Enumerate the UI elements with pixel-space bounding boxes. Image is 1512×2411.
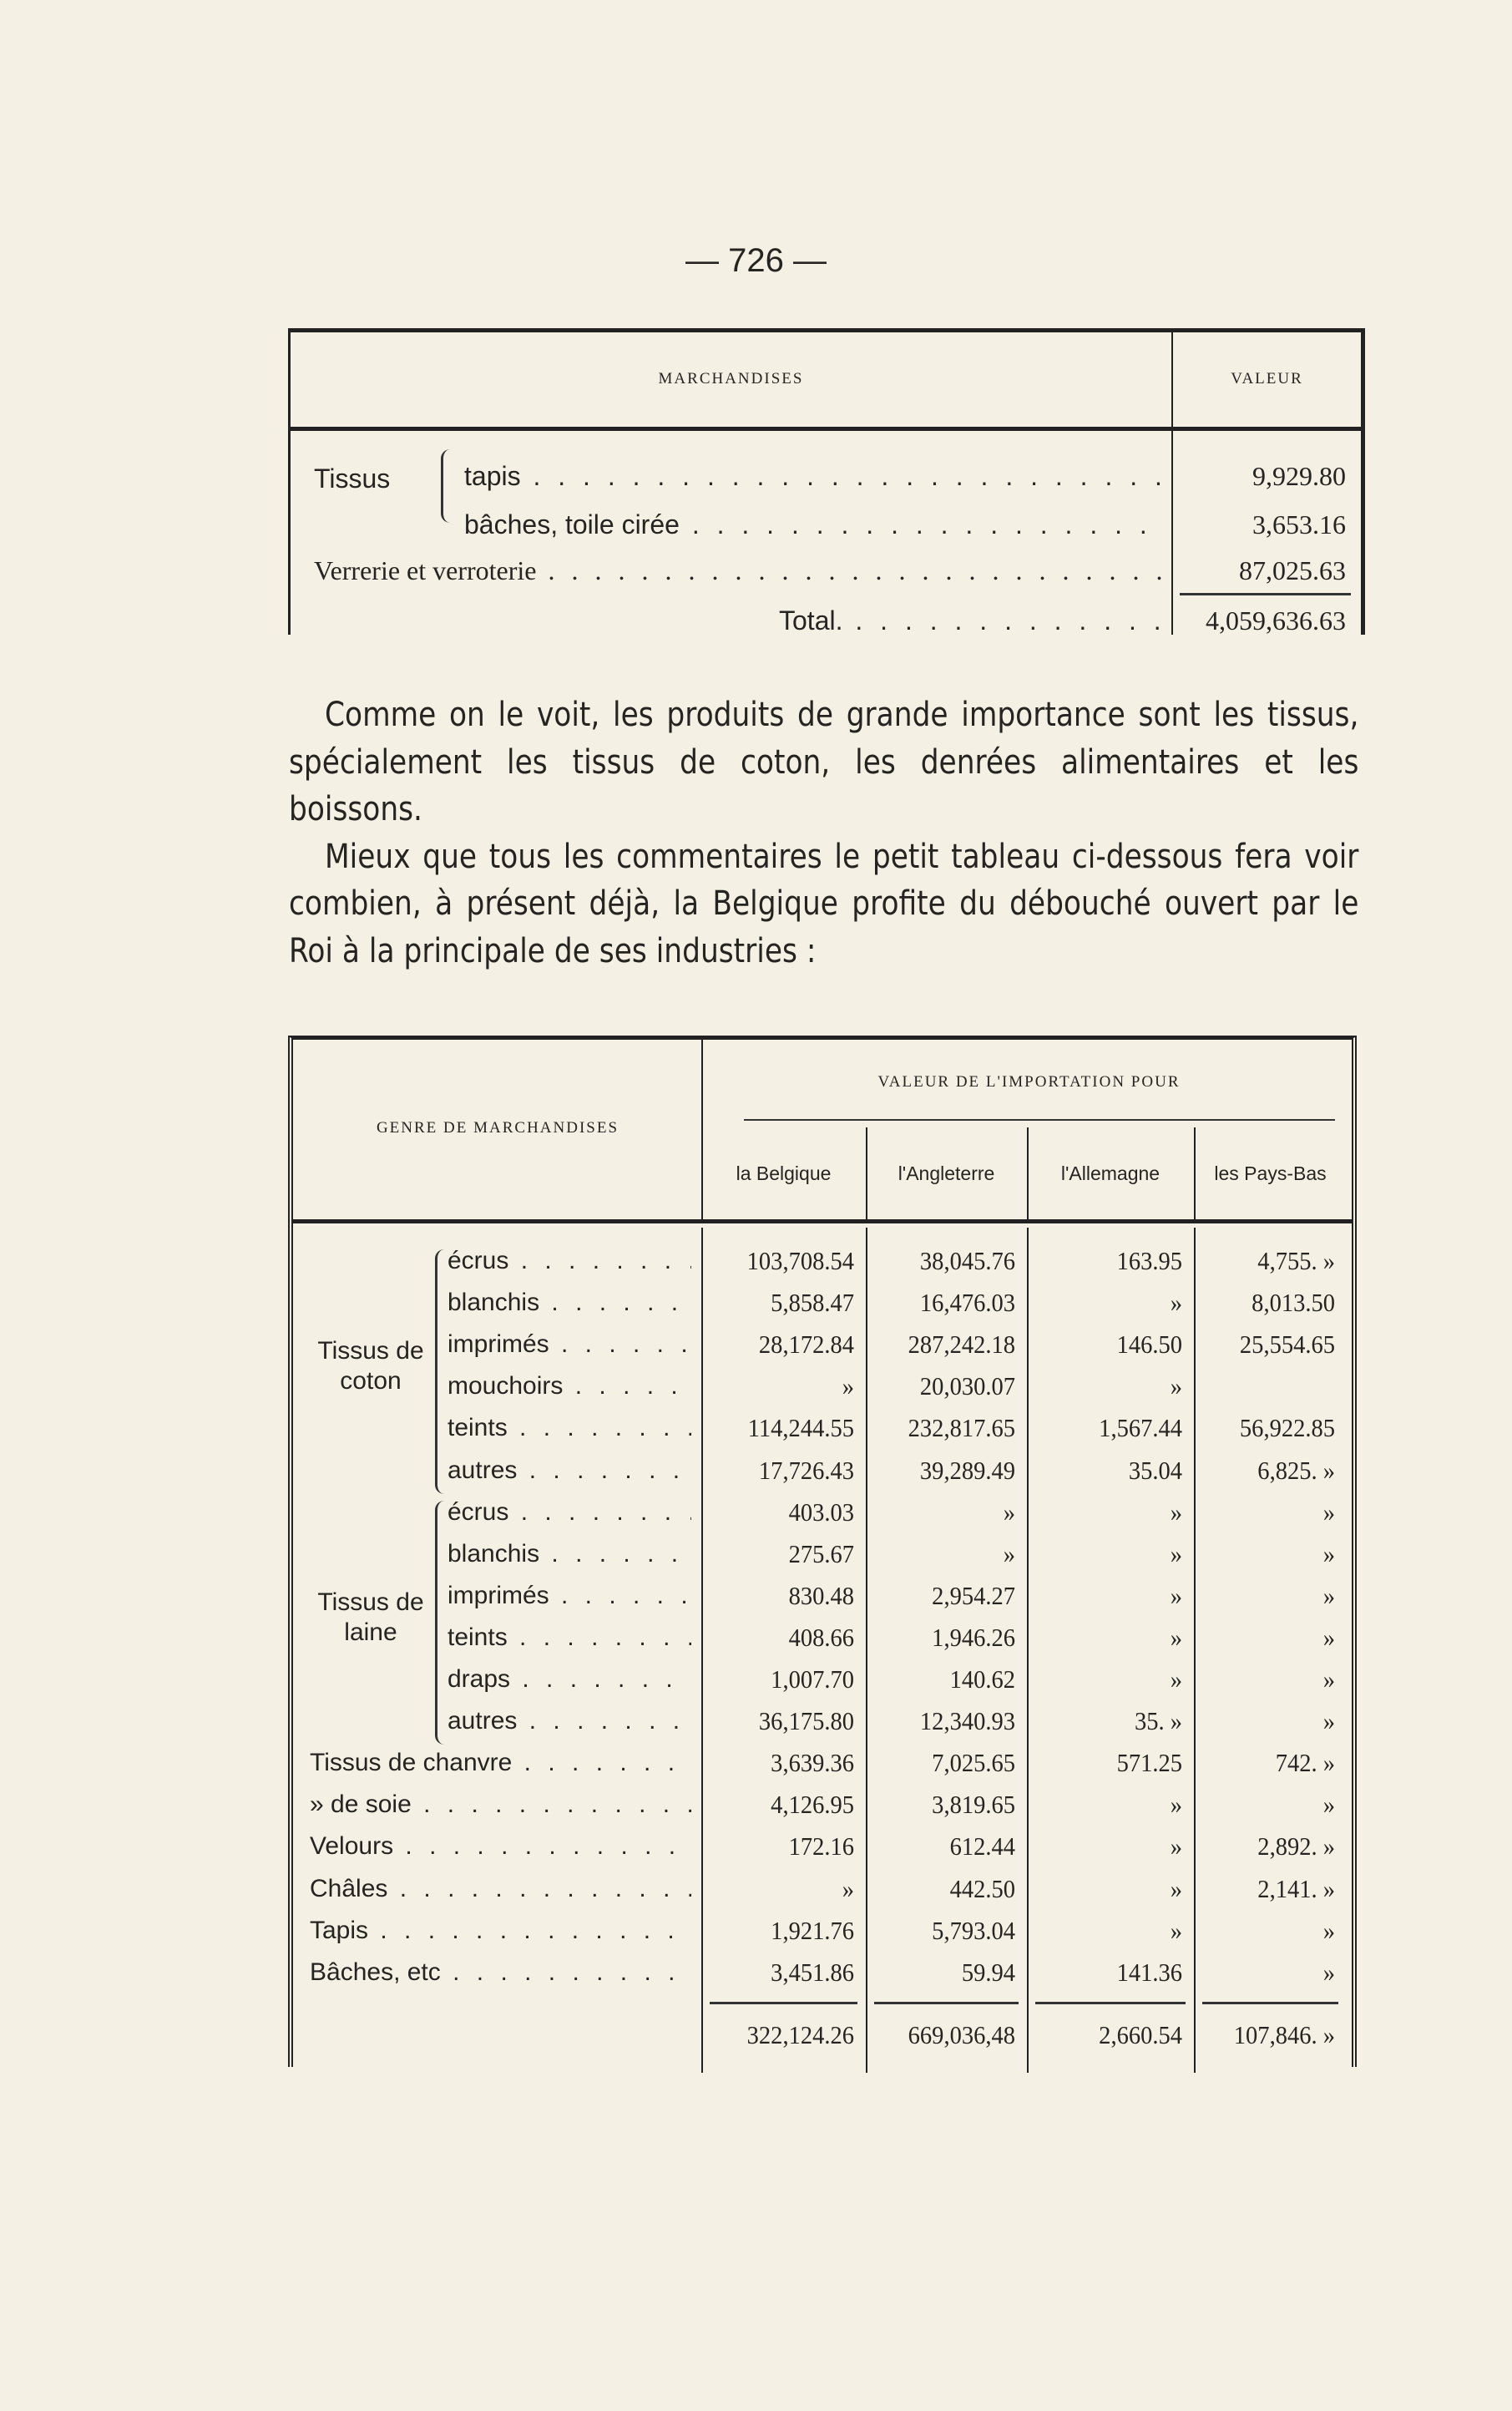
value-cell: 5,858.47 [771,1288,854,1318]
value-cell: 2,892. » [1257,1831,1335,1861]
value-cell: 1,921.76 [771,1915,854,1945]
value-cell: » [1170,1790,1182,1820]
column-separator [1027,1228,1029,2073]
row-label-text: teints [448,1623,508,1651]
row-label [310,1872,691,1906]
row-label-text: écrus [448,1497,509,1526]
value-cell: 3,639.36 [771,1748,854,1778]
value-cell: » [1170,1538,1182,1568]
value-cell: » [1322,1915,1335,1945]
value-cell: 114,244.55 [747,1413,854,1443]
value-cell: 287,242.18 [908,1330,1015,1360]
value-cell: 59.94 [961,1957,1015,1987]
value-cell: » [1170,1288,1182,1318]
value-cell: 7,025.65 [932,1748,1015,1778]
paragraph: Mieux que tous les commentaires le petit tableau ci-dessous fera voir combien, à présent déjà, la Belgique profite du débouché ouvert par le Roi à la principale de ses industries : [289,837,1359,970]
value-cell: » [1322,1538,1335,1568]
value-cell: 36,175.80 [758,1706,854,1736]
row-label: tapis . . . [464,459,1166,493]
value-cell: » [1170,1915,1182,1945]
column-separator [1194,1228,1196,2073]
value-cell: 742. » [1275,1748,1335,1778]
value-cell: 16,476.03 [919,1288,1015,1318]
value-cell: 39,289.49 [919,1455,1015,1485]
row-label-text: blanchis [448,1539,540,1568]
header-divider [291,427,1361,431]
row-label-text: mouchoirs [448,1372,564,1401]
import-value-table [288,1036,1357,2067]
row-value: 3,653.16 [1252,509,1346,539]
column-header: les Pays-Bas [1214,1162,1327,1184]
row-label [448,1537,691,1571]
row-label-text: Tissus de chanvre [310,1749,513,1777]
value-cell: » [1170,1580,1182,1610]
value-cell: » [1003,1497,1015,1527]
row-label [448,1496,691,1529]
sum-line [1035,2002,1186,2004]
value-cell: 25,554.65 [1239,1330,1335,1360]
value-cell: » [1322,1664,1335,1694]
value-cell: 5,793.04 [932,1915,1015,1945]
row-label [448,1244,691,1278]
row-label-text: écrus [448,1247,509,1274]
value-cell: 38,045.76 [919,1246,1015,1275]
value-cell: 141.36 [1116,1957,1182,1987]
value-cell: 103,708.54 [746,1246,854,1275]
row-label [310,1746,691,1780]
sum-line [1180,593,1351,595]
row-label [310,1788,691,1821]
value-cell: » [1170,1873,1182,1903]
brace [435,1249,444,1494]
page-number: — 726 — [685,242,827,279]
column-header: l'Angleterre [898,1162,995,1184]
row-label-text: blanchis [448,1289,540,1317]
value-cell: » [1322,1622,1335,1652]
value-cell: 20,030.07 [919,1371,1015,1401]
value-cell: 56,922.85 [1239,1413,1335,1443]
column-header: l'Allemagne [1060,1162,1161,1184]
header-rule [744,1119,1335,1121]
value-cell: 1,567.44 [1099,1413,1182,1443]
value-cell: » [842,1873,854,1903]
value-cell: 232,817.65 [908,1413,1015,1443]
total-cell: 107,846. » [1233,2019,1335,2049]
value-cell: 2,954.27 [932,1580,1015,1610]
value-cell: 275.67 [788,1538,854,1568]
row-label [448,1328,691,1361]
row-label-text: autres [448,1707,518,1735]
row-label-text: draps [448,1665,511,1693]
group-label: Tissus de laine [317,1588,424,1646]
value-cell: 571.25 [1116,1748,1182,1778]
body-text [289,691,1359,975]
header-goods: MARCHANDISES [658,370,804,387]
value-cell: 35.04 [1128,1455,1182,1485]
value-cell: » [1170,1664,1182,1694]
value-cell: 8,013.50 [1252,1288,1335,1318]
header-divider [293,1219,1352,1223]
header-import-value: VALEUR DE L'IMPORTATION POUR [877,1073,1181,1091]
sum-line [874,2002,1019,2004]
value-cell: 140.62 [949,1664,1015,1694]
value-cell: 403.03 [788,1497,854,1527]
row-label [448,1286,691,1319]
row-label-text: Châles [310,1874,388,1902]
value-cell: » [1003,1538,1015,1568]
value-cell: 17,726.43 [758,1455,854,1485]
total-cell: 669,036,48 [908,2019,1015,2049]
header-goods-type: GENRE DE MARCHANDISES [376,1119,619,1137]
sum-line [710,2002,857,2004]
column-header: la Belgique [736,1162,832,1184]
value-cell: 6,825. » [1257,1455,1335,1485]
row-value: 87,025.63 [1239,555,1346,585]
value-cell: 3,819.65 [932,1790,1015,1820]
column-separator [866,1228,867,2073]
row-label [448,1663,691,1696]
value-cell: 172.16 [788,1831,854,1861]
row-label-text: imprimés [448,1330,549,1359]
goods-value-table [288,328,1365,635]
column-separator [701,1040,703,1219]
total-label: Total. . . . [779,604,1166,637]
value-cell: 12,340.93 [919,1706,1015,1736]
value-cell: » [1322,1957,1335,1987]
row-label-text: Velours [310,1832,394,1861]
row-label: Verrerie et verroterie . . . [314,554,1166,587]
total-cell: 322,124.26 [746,2019,854,2049]
row-label-text: imprimés [448,1581,549,1609]
value-cell: 146.50 [1116,1330,1182,1360]
row-label [310,1956,691,1989]
row-label [448,1370,691,1403]
brace [435,1501,444,1745]
row-label-text: teints [448,1414,508,1442]
value-cell: 163.95 [1116,1246,1182,1275]
value-cell: » [1322,1706,1335,1736]
brace [441,449,450,523]
value-cell: 28,172.84 [758,1330,854,1360]
total-value: 4,059,636.63 [1206,605,1346,636]
row-label [448,1621,691,1654]
sum-line [1202,2002,1338,2004]
paragraph: Comme on le voit, les produits de grande importance sont les tissus, spécialement les tissus de coton, les denrées alimentaires et les boissons. [289,696,1359,828]
row-label [448,1454,691,1487]
group-label: Tissus de coton [317,1337,424,1395]
value-cell: 2,141. » [1257,1873,1335,1903]
total-cell: 2,660.54 [1099,2019,1182,2049]
row-label-text: Tapis [310,1916,369,1944]
value-cell: » [1170,1371,1182,1401]
row-label [448,1704,691,1738]
value-cell: 35. » [1134,1706,1182,1736]
row-label: bâches, toile cirée . . . [464,508,1166,541]
value-cell: 4,126.95 [771,1790,854,1820]
column-separator [701,1228,703,2073]
group-label-tissus: Tissus [314,463,391,494]
value-cell: » [1170,1497,1182,1527]
value-cell: » [1170,1622,1182,1652]
row-label-text: autres [448,1456,518,1484]
row-value: 9,929.80 [1252,461,1346,491]
row-label-text: » de soie [310,1791,412,1819]
value-cell: » [1170,1831,1182,1861]
value-cell: 1,946.26 [932,1622,1015,1652]
value-cell: 408.66 [788,1622,854,1652]
value-cell: 442.50 [949,1873,1015,1903]
row-label [310,1914,691,1948]
value-cell: 4,755. » [1257,1246,1335,1275]
value-cell: 1,007.70 [771,1664,854,1694]
row-label [448,1579,691,1613]
row-label-text: Bâches, etc [310,1958,441,1986]
value-cell: » [1322,1790,1335,1820]
value-cell: » [1322,1497,1335,1527]
value-cell: 612.44 [949,1831,1015,1861]
header-value: VALEUR [1231,370,1303,387]
row-label [310,1830,691,1863]
value-cell: 3,451.86 [771,1957,854,1987]
value-cell: » [1322,1580,1335,1610]
row-label [448,1411,691,1445]
value-cell: » [842,1371,854,1401]
value-cell: 830.48 [788,1580,854,1610]
